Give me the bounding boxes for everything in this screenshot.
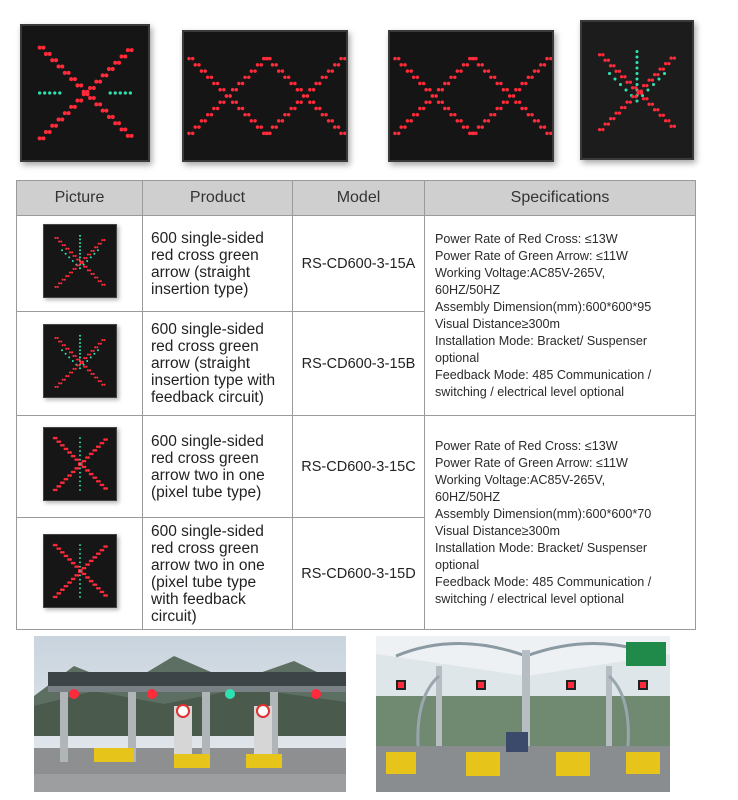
product-thumbnail [43,224,117,298]
model-number: RS-CD600-3-15B [293,312,425,416]
header-model: Model [293,181,425,216]
spec-line: Feedback Mode: 485 Communication / [435,574,652,589]
product-name-line: 600 single-sided [151,229,264,247]
product-name [143,416,293,518]
model-number: RS-CD600-3-15A [293,216,425,312]
double-cross-sign-graphic [184,32,346,160]
product-name-line: (pixel tube type) [151,483,262,501]
toll-lane-installation-photo [376,636,670,792]
product-name-line: red cross green [151,246,259,264]
product-thumbnail [43,324,117,398]
product-picture-cell [17,416,143,518]
specifications-group-2 [425,416,696,630]
spec-line: 60HZ/50HZ [435,282,501,297]
model-number: RS-CD600-3-15D [293,518,425,630]
led-cross-sign-front-photo [20,24,150,162]
table-row [17,416,696,518]
product-name-line: (pixel tube type [151,573,257,591]
table-row [17,216,696,312]
spec-line: Feedback Mode: 485 Communication / [435,367,652,382]
product-name-line: 600 single-sided [151,522,264,540]
spec-line: Visual Distance≥300m [435,316,560,331]
led-cross-sign-double-left-photo [182,30,348,162]
product-name-line: arrow two in one [151,556,265,574]
product-name-line: red cross green [151,338,259,355]
spec-line: Working Voltage:AC85V-265V, [435,265,606,280]
product-name-line: red cross green [151,539,259,557]
product-name-line: red cross green [151,449,259,467]
header-product: Product [143,181,293,216]
double-cross-sign-graphic [390,32,552,160]
spec-line: switching / electrical level optional [435,591,624,606]
product-name-line: arrow (straight [151,263,251,281]
product-name-line: arrow (straight [151,355,251,372]
product-name-line: feedback circuit) [151,389,264,406]
spec-line: optional [435,557,480,572]
spec-line: Power Rate of Green Arrow: ≤11W [435,455,628,470]
spec-line: Installation Mode: Bracket/ Suspenser [435,333,648,348]
spec-line: Power Rate of Green Arrow: ≤11W [435,248,628,263]
product-name-line: insertion type with [151,372,276,389]
product-name-line: 600 single-sided [151,321,264,338]
toll-station-canopy-photo [34,636,346,792]
spec-line: Power Rate of Red Cross: ≤13W [435,438,618,453]
product-name-line: arrow two in one [151,466,265,484]
spec-line: Assembly Dimension(mm):600*600*95 [435,299,652,314]
product-name-line: 600 single-sided [151,432,264,450]
led-cross-arrow-sign-angled-photo [580,20,694,160]
spec-line: Working Voltage:AC85V-265V, [435,472,606,487]
specifications-group-1 [425,216,696,416]
product-name [143,312,293,416]
model-number: RS-CD600-3-15C [293,416,425,518]
product-picture-cell [17,518,143,630]
product-thumbnail [43,427,117,501]
spec-line: switching / electrical level optional [435,384,624,399]
spec-line: optional [435,350,480,365]
product-picture-cell [17,216,143,312]
led-cross-sign-double-right-photo [388,30,554,162]
spec-line: 60HZ/50HZ [435,489,501,504]
product-name [143,216,293,312]
cross-arrow-sign-graphic [22,26,148,160]
product-spec-table [16,180,696,630]
header-picture: Picture [17,181,143,216]
product-name-line: with feedback [151,590,246,608]
cross-arrow-sign-graphic [582,22,692,158]
spec-line: Installation Mode: Bracket/ Suspenser [435,540,648,555]
product-picture-cell [17,312,143,416]
table-header-row [17,181,696,216]
spec-line: Visual Distance≥300m [435,523,560,538]
header-specifications: Specifications [425,181,696,216]
spec-line: Power Rate of Red Cross: ≤13W [435,231,618,246]
product-name-line: circuit) [151,607,197,625]
spec-line: Assembly Dimension(mm):600*600*70 [435,506,652,521]
product-name-line: insertion type) [151,280,249,298]
product-thumbnail [43,534,117,608]
product-name [143,518,293,630]
